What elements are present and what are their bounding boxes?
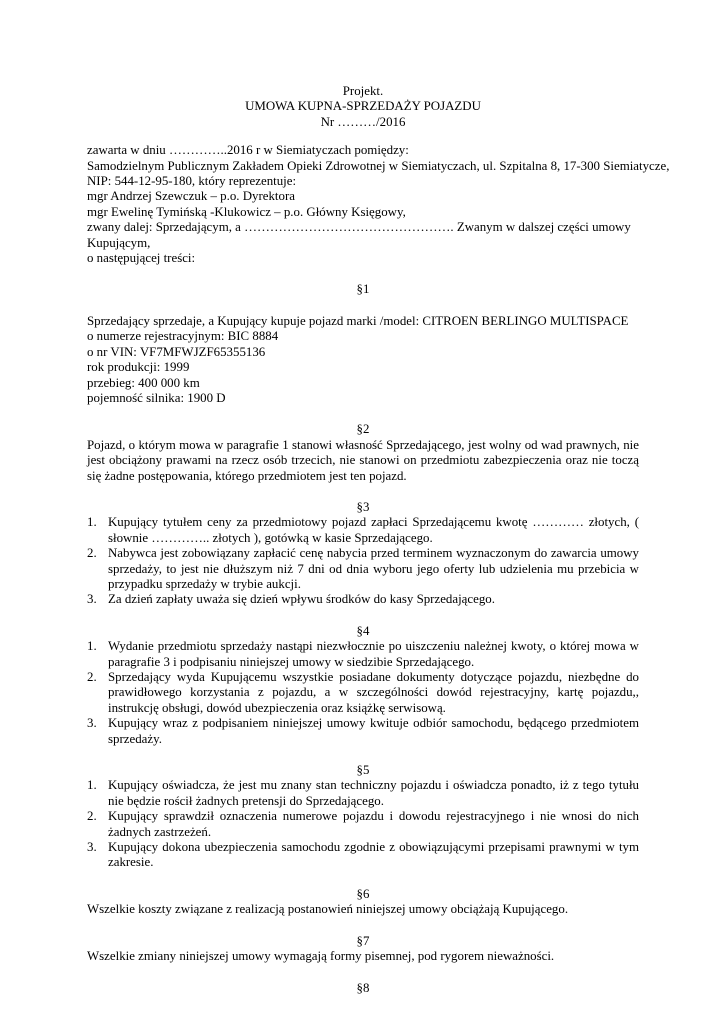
list-item: 2. Kupujący sprawdził oznaczenia numerowe pojazdu i dowodu rejestracyjnego i nie wnosi do nich żadnych zastrzeżeń. <box>87 809 639 839</box>
intro-line: mgr Ewelinę Tymińską -Klukowicz – p.o. Główny Księgowy, <box>87 204 406 219</box>
section-5 <box>87 763 639 871</box>
section-heading: §6 <box>356 886 370 901</box>
list-item: 3. Kupujący dokona ubezpieczenia samochodu zgodnie z obowiązującymi przepisami prawnymi w tym zakresie. <box>87 840 639 870</box>
pre-title: Projekt. <box>342 84 384 98</box>
document-number: Nr ………/2016 <box>320 114 406 129</box>
intro-line: Samodzielnym Publicznym Zakładem Opieki Zdrowotnej w Siemiatyczach, ul. Szpitalna 8, 17-300 Siemiatycze, <box>87 158 670 173</box>
intro-line: Kupującym, <box>87 235 151 250</box>
clause-list <box>87 639 639 747</box>
document-header <box>87 84 639 130</box>
list-item: 2. Sprzedający wyda Kupującemu wszystkie posiadane dokumenty dotyczące pojazdu, niezbędne do prawidłowego korzystania z pojazdu, a w szczególności dowód rejestracyjny, kartę pojazdu,, instrukcję obsługi, dowód ubezpieczenia oraz książkę serwisową. <box>87 670 639 715</box>
section-heading: §4 <box>356 623 370 638</box>
section-1 <box>87 282 639 406</box>
section-2 <box>87 422 639 484</box>
section-heading: §8 <box>356 980 370 995</box>
section-heading: §1 <box>356 282 370 297</box>
list-item: 1. Kupujący tytułem ceny za przedmiotowy pojazd zapłaci Sprzedającemu kwotę ………… złotych, ( słownie ………….. złotych ), gotówką w kasie Sprzedającego. <box>87 515 639 545</box>
section-text: Pojazd, o którym mowa w paragrafie 1 stanowi własność Sprzedającego, jest wolny od wad prawnych, nie jest obciążony prawami na rzecz osób trzecich, nie stanowi on przedmiotu zabezpieczenia oraz nie toczą się żadne postępowania, którego przedmiotem jest ten pojazd. <box>87 437 639 483</box>
intro-line: zwany dalej: Sprzedającym, a …………………………………………. Zwanym w dalszej części umowy <box>87 220 631 235</box>
clause-list <box>87 515 639 607</box>
vehicle-vin: o nr VIN: VF7MFWJZF65355136 <box>87 344 266 359</box>
section-text: Wszelkie koszty związane z realizacją postanowień niniejszej umowy obciążają Kupującego. <box>87 902 569 917</box>
list-item: 3. Za dzień zapłaty uważa się dzień wpływu środków do kasy Sprzedającego. <box>87 592 495 607</box>
intro-line: NIP: 544-12-95-180, który reprezentuje: <box>87 174 297 189</box>
list-item: 1. Wydanie przedmiotu sprzedaży nastąpi niezwłocznie po uiszczeniu należnej kwoty, o której mowa w paragrafie 3 i podpisaniu niniejszej umowy w siedzibie Sprzedającego. <box>87 639 639 669</box>
section-heading: §7 <box>356 933 370 948</box>
list-item: 3. Kupujący wraz z podpisaniem niniejszej umowy kwituje odbiór samochodu, będącego przedmiotem sprzedaży. <box>87 716 639 746</box>
document-title: UMOWA KUPNA-SPRZEDAŻY POJAZDU <box>245 99 481 114</box>
vehicle-model: Sprzedający sprzedaje, a Kupujący kupuje pojazd marki /model: CITROEN BERLINGO MULTISPACE <box>87 313 629 328</box>
intro-line: zawarta w dniu …………..2016 r w Siemiatyczach pomiędzy: <box>87 143 409 158</box>
section-3 <box>87 500 639 608</box>
intro-line: o następującej treści: <box>87 251 196 266</box>
section-4 <box>87 624 639 747</box>
vehicle-registration: o numerze rejestracyjnym: BIC 8884 <box>87 329 279 344</box>
section-text: Wszelkie zmiany niniejszej umowy wymagają formy pisemnej, pod rygorem nieważności. <box>87 949 555 964</box>
vehicle-engine: pojemność silnika: 1900 D <box>87 390 226 405</box>
section-heading: §5 <box>356 763 370 778</box>
section-6 <box>87 887 639 918</box>
clause-list <box>87 778 639 870</box>
document-page <box>87 84 670 996</box>
list-item: 1. Kupujący oświadcza, że jest mu znany stan techniczny pojazdu i oświadcza ponadto, iż z tego tytułu nie będzie rościł żadnych pretensji do Sprzedającego. <box>87 778 639 808</box>
section-heading: §3 <box>356 499 370 514</box>
list-item: 2. Nabywca jest zobowiązany zapłacić cenę nabycia przed terminem wyznaczonym do zawarcia umowy sprzedaży, to jest nie dłuższym niż 7 dni od dnia wyboru jego oferty lub udzielenia mu przebicia w przypadku sprzedaży w trybie aukcji. <box>87 546 639 591</box>
intro-block <box>87 143 670 266</box>
vehicle-mileage: przebieg: 400 000 km <box>87 375 200 390</box>
section-7 <box>87 934 639 965</box>
intro-line: mgr Andrzej Szewczuk – p.o. Dyrektora <box>87 189 295 204</box>
section-heading: §2 <box>356 422 370 437</box>
vehicle-year: rok produkcji: 1999 <box>87 360 190 375</box>
section-8 <box>87 981 639 996</box>
